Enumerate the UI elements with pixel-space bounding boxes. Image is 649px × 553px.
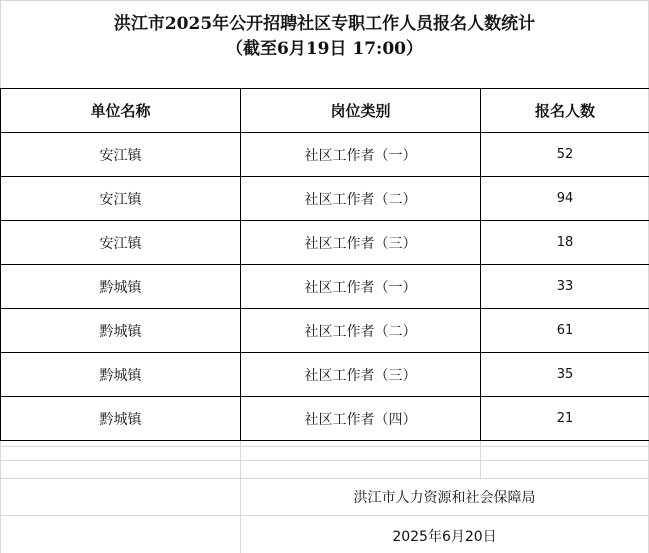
cell-count: 52 [481, 133, 649, 177]
header-unit: 单位名称 [1, 89, 241, 133]
cell-unit: 安江镇 [1, 133, 241, 177]
registration-stats-table [0, 88, 649, 441]
title-line-1: 洪江市2025年公开招聘社区专职工作人员报名人数统计 [113, 14, 536, 34]
cell-count: 35 [481, 353, 649, 397]
header-post: 岗位类别 [241, 89, 481, 133]
table-header-row [1, 89, 649, 133]
title-line-2: （截至6月19日 17:00） [226, 39, 423, 59]
cell-count: 21 [481, 397, 649, 441]
issue-date: 2025年6月20日 [392, 529, 497, 545]
table-row [1, 133, 649, 177]
cell-count: 33 [481, 265, 649, 309]
table-row [1, 309, 649, 353]
cell-post: 社区工作者（四） [241, 397, 481, 441]
gridline [0, 478, 649, 479]
cell-unit: 安江镇 [1, 177, 241, 221]
cell-unit: 黔城镇 [1, 353, 241, 397]
cell-count: 94 [481, 177, 649, 221]
table-row [1, 177, 649, 221]
cell-count: 18 [481, 221, 649, 265]
page-title [0, 12, 649, 62]
cell-count: 61 [481, 309, 649, 353]
table-row [1, 353, 649, 397]
table-row [1, 265, 649, 309]
cell-post: 社区工作者（三） [241, 353, 481, 397]
gridline [0, 0, 649, 1]
gridline [0, 446, 649, 447]
cell-unit: 黔城镇 [1, 265, 241, 309]
cell-post: 社区工作者（三） [241, 221, 481, 265]
cell-unit: 安江镇 [1, 221, 241, 265]
cell-post: 社区工作者（一） [241, 133, 481, 177]
cell-unit: 黔城镇 [1, 309, 241, 353]
gridline [0, 515, 649, 516]
issuing-organization: 洪江市人力资源和社会保障局 [353, 490, 536, 506]
header-count: 报名人数 [481, 89, 649, 133]
table-row [1, 397, 649, 441]
gridline [0, 460, 649, 461]
cell-unit: 黔城镇 [1, 397, 241, 441]
cell-post: 社区工作者（一） [241, 265, 481, 309]
table-row [1, 221, 649, 265]
cell-post: 社区工作者（二） [241, 177, 481, 221]
gridline [480, 440, 481, 478]
cell-post: 社区工作者（二） [241, 309, 481, 353]
